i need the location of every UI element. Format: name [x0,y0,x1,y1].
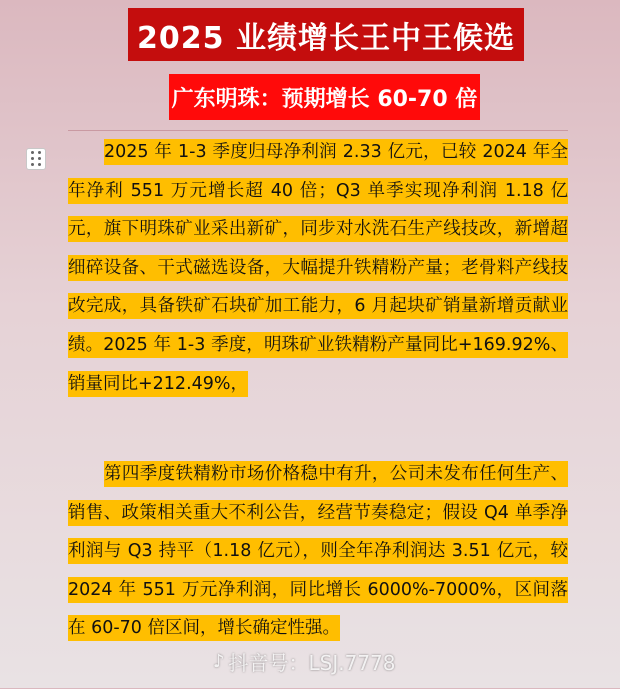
paragraph-1-text: 2025 年 1-3 季度归母净利润 2.33 亿元，已较 2024 年全年净利 551 万元增长超 40 倍；Q3 单季实现净利润 1.18 亿元，旗下明珠矿业采出新矿，同步对水洗石生产线技改，新增超细碎设备、干式磁选设备，大幅提升铁精粉产量；老骨料产线技改完成，具备铁矿石块矿加工能力，6 月起块矿销量新增贡献业绩。2025 年 1-3 季度，明珠矿业铁精粉产量同比+169.92%、销量同比+212.49%， [68,139,568,397]
watermark [213,647,396,676]
drag-handle-icon[interactable] [26,148,46,170]
paragraph-2 [68,455,568,648]
page-title: 2025 业绩增长王中王候选 [128,8,524,61]
paragraph-1 [68,133,568,403]
douyin-icon: ♪ [213,651,225,672]
paragraph-2-text: 第四季度铁精粉市场价格稳中有升，公司未发布任何生产、销售、政策相关重大不利公告，经营节奏稳定；假设 Q4 单季净利润与 Q3 持平（1.18 亿元），则全年净利润达 3.51 亿元，较 2024 年 551 万元净利润，同比增长 6000%-7000%，区间落在 60-70 倍区间，增长确定性强。 [68,461,568,641]
page-subtitle: 广东明珠：预期增长 60-70 倍 [169,74,480,120]
document-body [68,130,568,689]
watermark-text: 抖音号：LSJ.7778 [228,651,396,675]
